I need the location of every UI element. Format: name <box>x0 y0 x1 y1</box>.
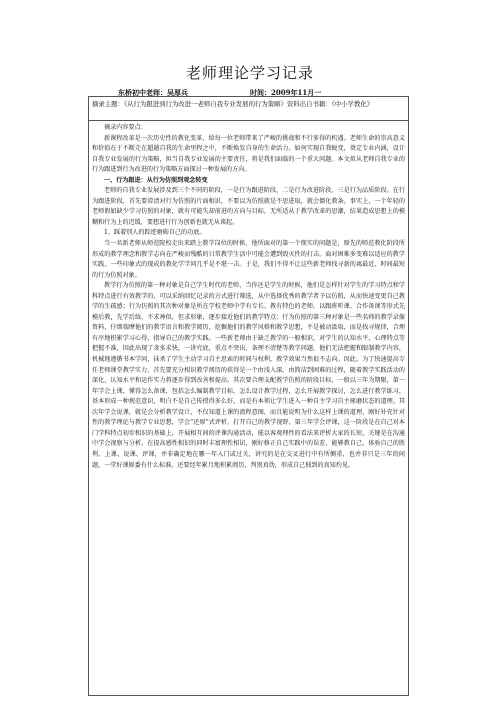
time-label: 时间：2009年11月一 <box>250 88 322 97</box>
section-heading: 一、行为跟进：从行为仿照到观念转变 <box>104 176 208 184</box>
teacher-label: 东桥初中老师：吴厚兵 <box>118 88 188 97</box>
paragraph: 当一名新老师从师范院校走出来踏上教学岗位的时候，他所面对的第一个现实的问题是，原先的师范教化阶段所形成的教学理念和教学志向在严峻而残酷的日常教学生活中可能会遭到毁灭性的打击。面对困难多变难以适应的教学实践，一些印象式的现成的教化学学问几乎是不堪一击。于是，我们不得不让这些新老师找寻新的离最近、时间最短的行为仿照对象。 <box>92 240 405 279</box>
record-body <box>89 123 408 695</box>
page-title: 老师理论学习记录 <box>185 64 314 82</box>
record-sheet <box>88 96 409 696</box>
paragraph: 1、踩着别人的踪迹磨砺自己的功底。 <box>104 229 206 237</box>
paragraph: 教学行为仿照的第一种对象是自己学生时代的老师，当你还是学生的时候，他们是怎样针对学生的学习特点和学科特点进行有效教学的，可以采纳回忆记录的方式进行筛选，从中选择优秀的教学者予以仿照，从而快速变更自己教学的生疏感；行为仿照的其次种对象是所在学校老师中学有专长、教有特色的老师，以跟班听课、合作备课等形式先模后教，先学后练，不求神似，但求形象，逐步接近他们的教学特点；行为仿照的第三种对象是一些名师的教学录像资料，仔细揣摩他们的教学语言和教学阅历，挖掘他们的教学风格和教学思想，不是被动汲取，而是找寻规律，合理有序地积累学习心得，指导自己的教学实践。一些新老师由于缺乏教学的一般相识，对学生的认知水平、心理特点等把握不准，因此出现了贪多求快，一讲究底，重点不突出，条理不清楚等教学问题，他们无法把握和限制教学内容，机械地遵循书本学问，抹杀了学生主动学习自主思索的时间与权利，教学效果当然很不志向。因此，为了快速提高专任老师课堂教学实力，首先要充分相识教学阅历的获得是一个由浅入深、由简洁到困难的过程，随着教学实践活动的深化，认知水平和运作实力将逐步得到改善和提高。其次要合理支配教学仿照的阶段目标，一般以三年为期限，第一年学会上课，懂得怎么备课，包括怎么编制教学目标，怎么设计教学过程，怎么开展教学探讨，怎么进行教学练习，基本形成一种规范意识，明白不是自己传授得多么好，而是有本领让学生进入一种自主学习自主琢磨状态的道理。其次年学会说课，就是会分析教学设计，不仅知道上课的流程意图，而且能说明为什么这样上课的道理，刚好补充针对性的教学理论与教学专业思想，学会“还原”式评析，打开自己的教学视野。第三年学会评课，这一阶段是在自己对本门学科特点初步相识的基础上，开展相互间的评课沟通活动，能以客观理性的看法来评析大家的长短，关键是在沟通中学会视察与分析，在提高感性相识的同时丰富理性相识，刚好修正自己实践中的误差，能够教自己，体验自己的胜利。上课、说课、评课，并非确定地在哪一年入门或过关，讲究的是在交叉进行中有所侧重，也并非只是三年的间题，一堂好课原委有什么标准，还要经年累月地积累阅历，判别真伪，形成自己独到的真知灼见。 <box>92 282 405 469</box>
paragraph: 老师的自我专业发展涉及到三个不同的阶段，一是行为跟进阶段，二是行为改进阶段，三是行为品质阶段。在行为跟进阶段，首先要澄清对行为仿照的片面相识，不要以为仿照就是不思进取，就会僵化教条。事实上，一个年轻的老师假如缺少学习仿照的对象，就有可能失却前进的方向与目标，无所适从于教学改革的思潮，结果造成思想上的模糊和行为上的迟缓，要想进行行为创新也就无从谈起。 <box>92 187 405 226</box>
paragraph: 新课程改革是一次历史性的教化变革，给每一位老师带来了严峻的挑战和不行多得的机遇。老师生命的崇高意义和价值在于不断走在超越自我的生命里程之中，不断焕发自身的生命活力。如何实现自我蜕变，奠定专业内涵，设计自我专业发展的行为策略，担当自我专业发展的主要责任，将是我们面临的一个重大问题。本文拟从老师自我专业的行为跟进到行为改进的行为策略方面探讨一种发展的方向。 <box>92 134 405 174</box>
paragraph: 摘录内容要点： <box>104 124 147 131</box>
summary-topic: 摘录主题：《从行为跟进到行为改进一老师自我专业发展的行为策略》资料出自书籍：《中小学教化》 <box>89 97 408 121</box>
